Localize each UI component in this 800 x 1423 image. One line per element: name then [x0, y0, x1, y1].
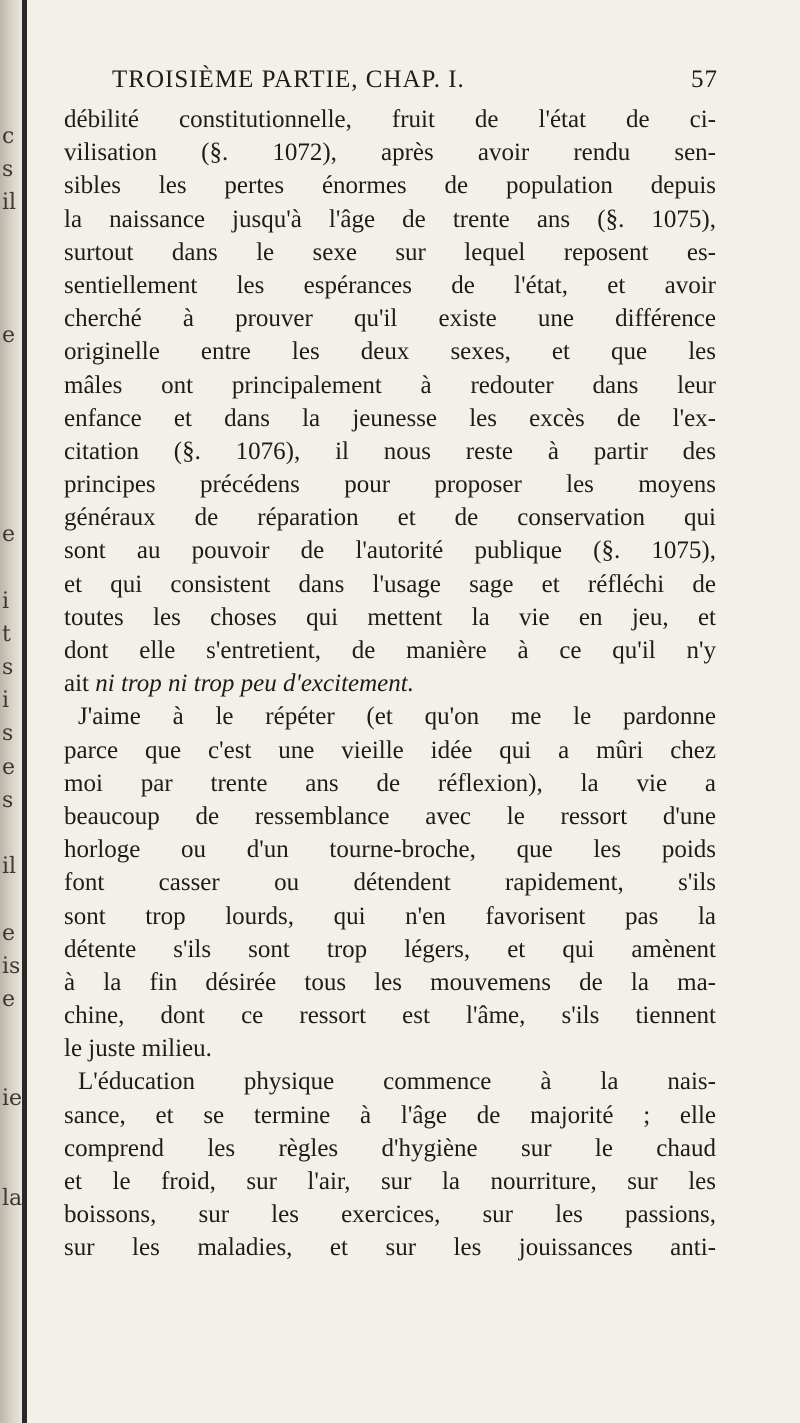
text-line: beaucoup de ressemblance avec le ressort d'une [64, 802, 716, 830]
margin-letter: il [2, 190, 17, 216]
text-line: sibles les pertes énormes de population depuis [64, 172, 716, 200]
margin-letter: s [2, 655, 14, 680]
text-line: chine, dont ce ressort est l'âme, s'ils tiennent [64, 1002, 716, 1030]
margin-letter: c [2, 124, 15, 149]
text-line: surtout dans le sexe sur lequel reposent es- [64, 238, 716, 266]
margin-letter: e [2, 754, 16, 780]
margin-letter [2, 817, 20, 850]
text-line: mâles ont principalement à redouter dans leur [64, 371, 716, 399]
margin-letter: e [2, 920, 16, 946]
paragraph-start-line: J'aime à le répéter (et qu'on me le pardonne [78, 703, 716, 731]
margin-letter [2, 286, 20, 319]
margin-letter: i [2, 588, 10, 614]
margin-letter [2, 352, 20, 385]
margin-letter: e [2, 986, 16, 1012]
text-line: comprend les règles d'hygiène sur le chaud [64, 1134, 716, 1162]
text-line: généraux de réparation et de conservation qui [64, 504, 716, 532]
text-line: principes précédens pour proposer les moyens [64, 471, 716, 499]
text-line: vilisation (§. 1072), après avoir rendu sen- [64, 139, 716, 167]
margin-letter [2, 253, 20, 286]
margin-letter: s [2, 721, 14, 747]
running-title: TROISIÈME PARTIE, CHAP. I. [112, 66, 465, 93]
paragraph-start-line: L'éducation physique commence à la nais- [78, 1068, 716, 1096]
text-line: la naissance jusqu'à l'âge de trente ans (§. 1075), [64, 205, 716, 233]
text-line: font casser ou détendent rapidement, s'ils [64, 869, 716, 897]
margin-letter [2, 551, 20, 584]
text-line: boissons, sur les exercices, sur les passions, [64, 1201, 716, 1229]
text-line: cherché à prouver qu'il existe une différence [64, 305, 716, 333]
text-line: débilité constitutionnelle, fruit de l'état de ci- [64, 106, 716, 133]
margin-letter [2, 883, 20, 916]
text-line: sentiellement les espérances de l'état, et avoir [64, 271, 716, 299]
text-line: et qui consistent dans l'usage sage et réfléchi de [64, 570, 716, 598]
text-line: sur les maladies, et sur les jouissances anti- [64, 1234, 716, 1262]
margin-letter [2, 452, 20, 485]
adjacent-page-margin-letters [2, 120, 23, 1215]
text-line: horloge ou d'un tourne-broche, que les poids [64, 836, 716, 864]
margin-letter: la [2, 1186, 23, 1211]
text-line: sont au pouvoir de l'autorité publique (§. 1075), [64, 537, 716, 565]
body-text [64, 103, 716, 1265]
text-line: à la fin désirée tous les mouvemens de la ma- [64, 968, 716, 996]
margin-letter [2, 1016, 20, 1049]
margin-letter [2, 1149, 20, 1182]
margin-letter [2, 419, 20, 452]
text-line: sont trop lourds, qui n'en favorisent pas la [64, 902, 716, 930]
margin-letter [2, 1049, 20, 1082]
margin-letter: e [2, 522, 16, 548]
text-line: et le froid, sur l'air, sur la nourriture, sur les [64, 1168, 716, 1195]
margin-letter: il [2, 854, 17, 880]
text-line: moi par trente ans de réflexion), la vie a [64, 769, 716, 797]
margin-letter: is [2, 953, 21, 979]
margin-letter: i [2, 688, 10, 714]
margin-letter: ie [2, 1086, 23, 1112]
margin-letter [2, 1116, 20, 1149]
text-line: parce que c'est une vieille idée qui a mûri chez [64, 736, 716, 764]
binding-edge-line [22, 0, 27, 1423]
text-line: dont elle s'entretient, de manière à ce qu'il n'y [64, 637, 716, 664]
page-header [112, 66, 718, 96]
margin-letter [2, 386, 20, 419]
text-line: originelle entre les deux sexes, et que les [64, 338, 716, 366]
page-number: 57 [691, 66, 718, 93]
text-line: toutes les choses qui mettent la vie en jeu, et [64, 603, 716, 631]
margin-letter: s [2, 787, 14, 813]
text-line: sance, et se termine à l'âge de majorité ; elle [64, 1101, 716, 1129]
text-line-italic-ending [64, 667, 716, 700]
italic-phrase: ni trop ni trop peu d'excitement. [95, 670, 414, 698]
margin-letter: t [2, 621, 11, 647]
text-line: détente s'ils sont trop légers, et qui amènent [64, 935, 716, 963]
margin-letter: s [2, 157, 14, 183]
text-line: enfance et dans la jeunesse les excès de l'ex- [64, 404, 716, 432]
text-line: le juste milieu. [64, 1035, 212, 1063]
margin-letter: e [2, 323, 16, 349]
margin-letter [2, 220, 20, 253]
margin-letter [2, 485, 20, 518]
line-prefix: ait [64, 670, 96, 698]
text-line: citation (§. 1076), il nous reste à partir des [64, 437, 716, 465]
